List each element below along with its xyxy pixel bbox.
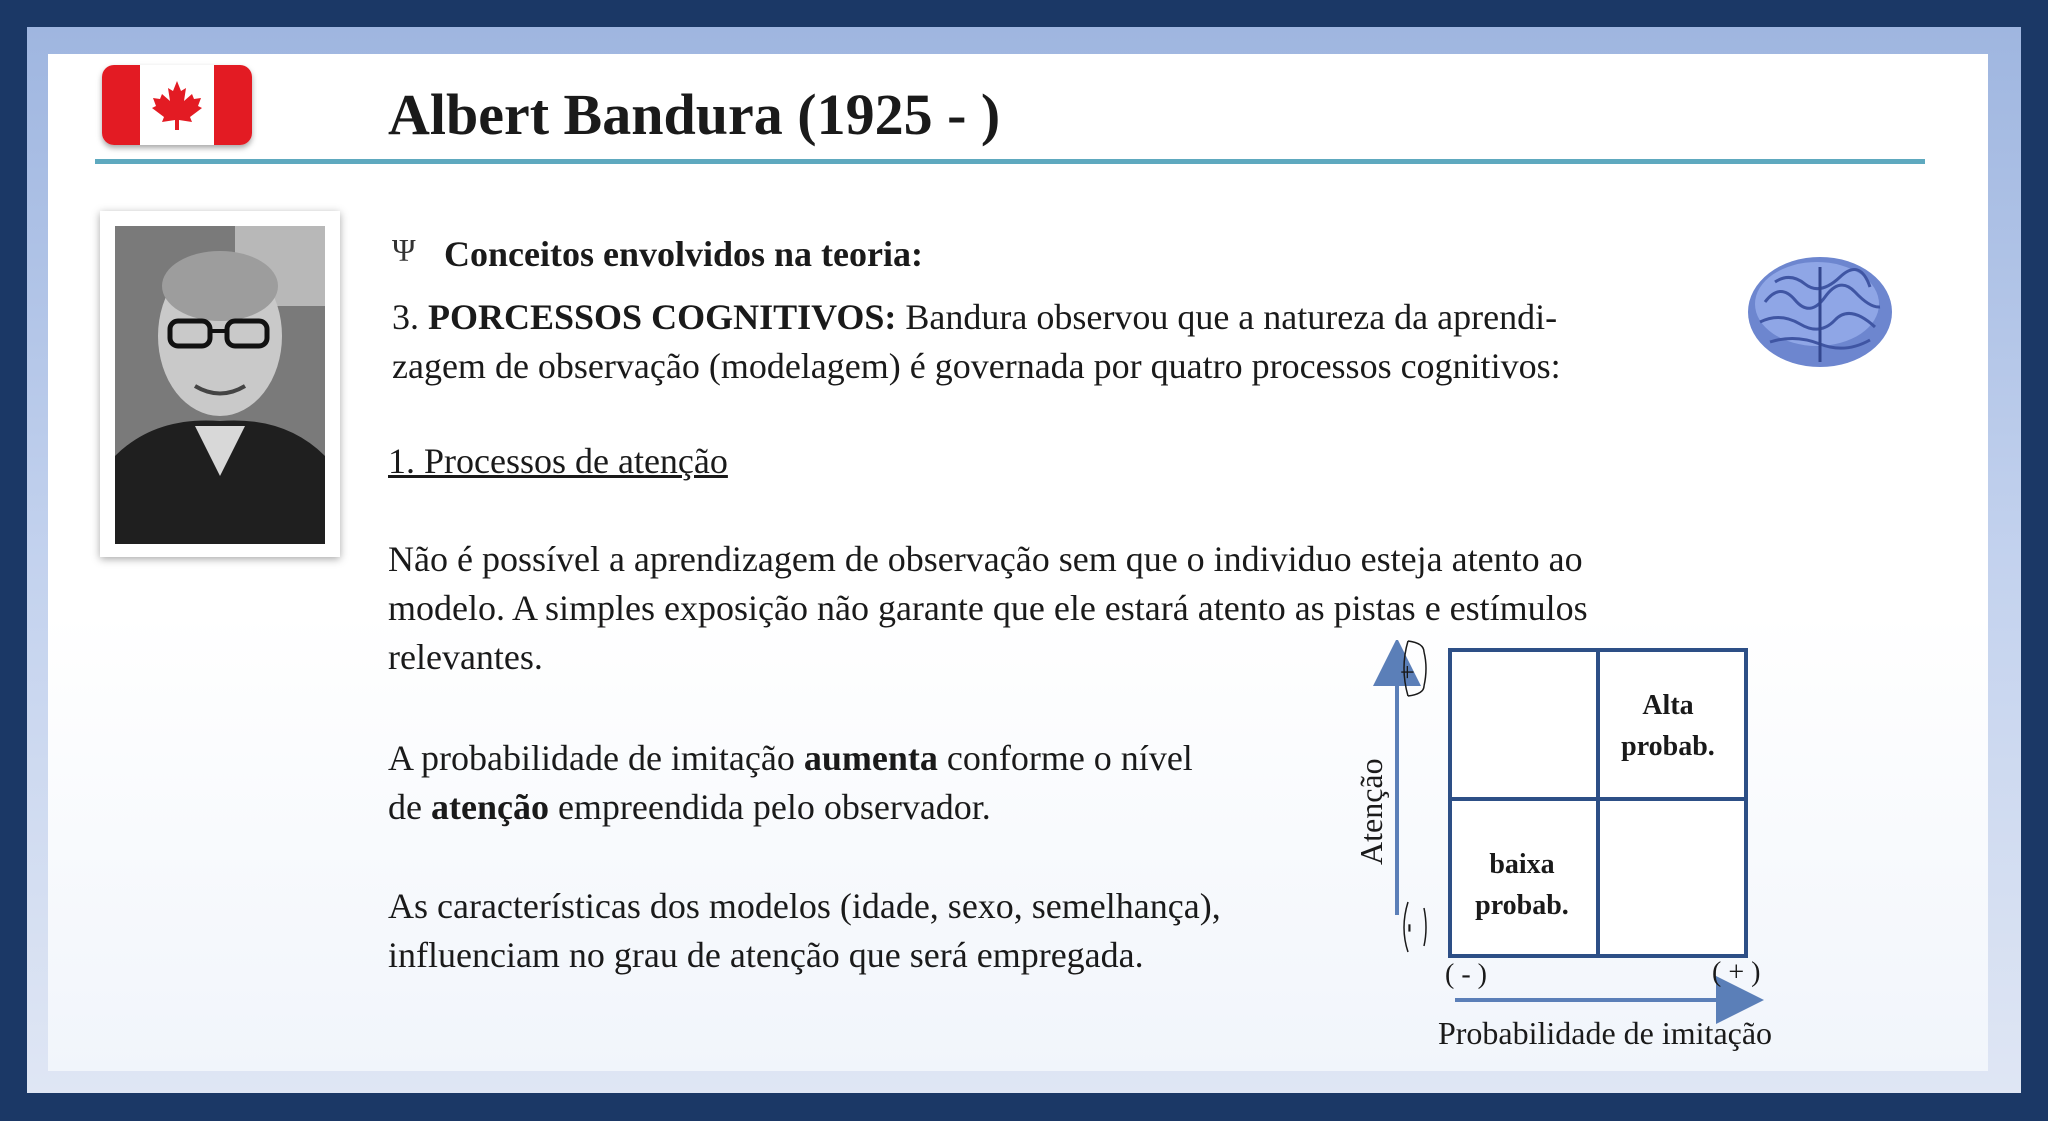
cell-high-probability-line2: probab. (1621, 731, 1715, 762)
attention-paragraph: Não é possível a aprendizagem de observação sem que o individuo esteja atento ao modelo. A simples exposição não garante que ele estará atento as pistas e estímulos relevantes. (388, 539, 1588, 677)
imitation-probability-paragraph: A probabilidade de imitação aumenta conforme o nível de atenção empreendida pelo observador. (388, 738, 1193, 827)
cognitive-processes-paragraph: 3. PORCESSOS COGNITIVOS: Bandura observou que a natureza da aprendi- zagem de observação (modelagem) é governada por quatro processos cognitivos: (392, 297, 1561, 386)
y-plus-label: + (1393, 664, 1422, 680)
title-underline (95, 159, 1925, 164)
attention-processes-subheading: 1. Processos de atenção (388, 441, 728, 481)
portrait-photo (100, 211, 340, 557)
cell-high-probability-line1: Alta (1642, 690, 1694, 721)
brain-icon (1745, 252, 1895, 377)
x-plus-label: ( + ) (1712, 957, 1761, 988)
bullet-heading: Conceitos envolvidos na teoria: (444, 234, 923, 274)
page-title: Albert Bandura (1925 - ) (388, 82, 1001, 147)
x-minus-label: ( - ) (1445, 959, 1487, 990)
cell-low-probability-line2: probab. (1475, 890, 1569, 921)
x-axis-label: Probabilidade de imitação (1437, 1015, 1773, 1051)
cell-low-probability-line1: baixa (1489, 849, 1555, 880)
y-axis-label: Atenção (1353, 758, 1389, 865)
model-characteristics-paragraph: As características dos modelos (idade, sexo, semelhança), influenciam no grau de atenção que será empregada. (388, 886, 1221, 975)
y-minus-label: - (1392, 923, 1423, 933)
bullet-symbol: Ψ (392, 232, 416, 268)
attention-imitation-diagram (1340, 640, 1820, 1060)
canada-flag-icon (102, 65, 252, 145)
